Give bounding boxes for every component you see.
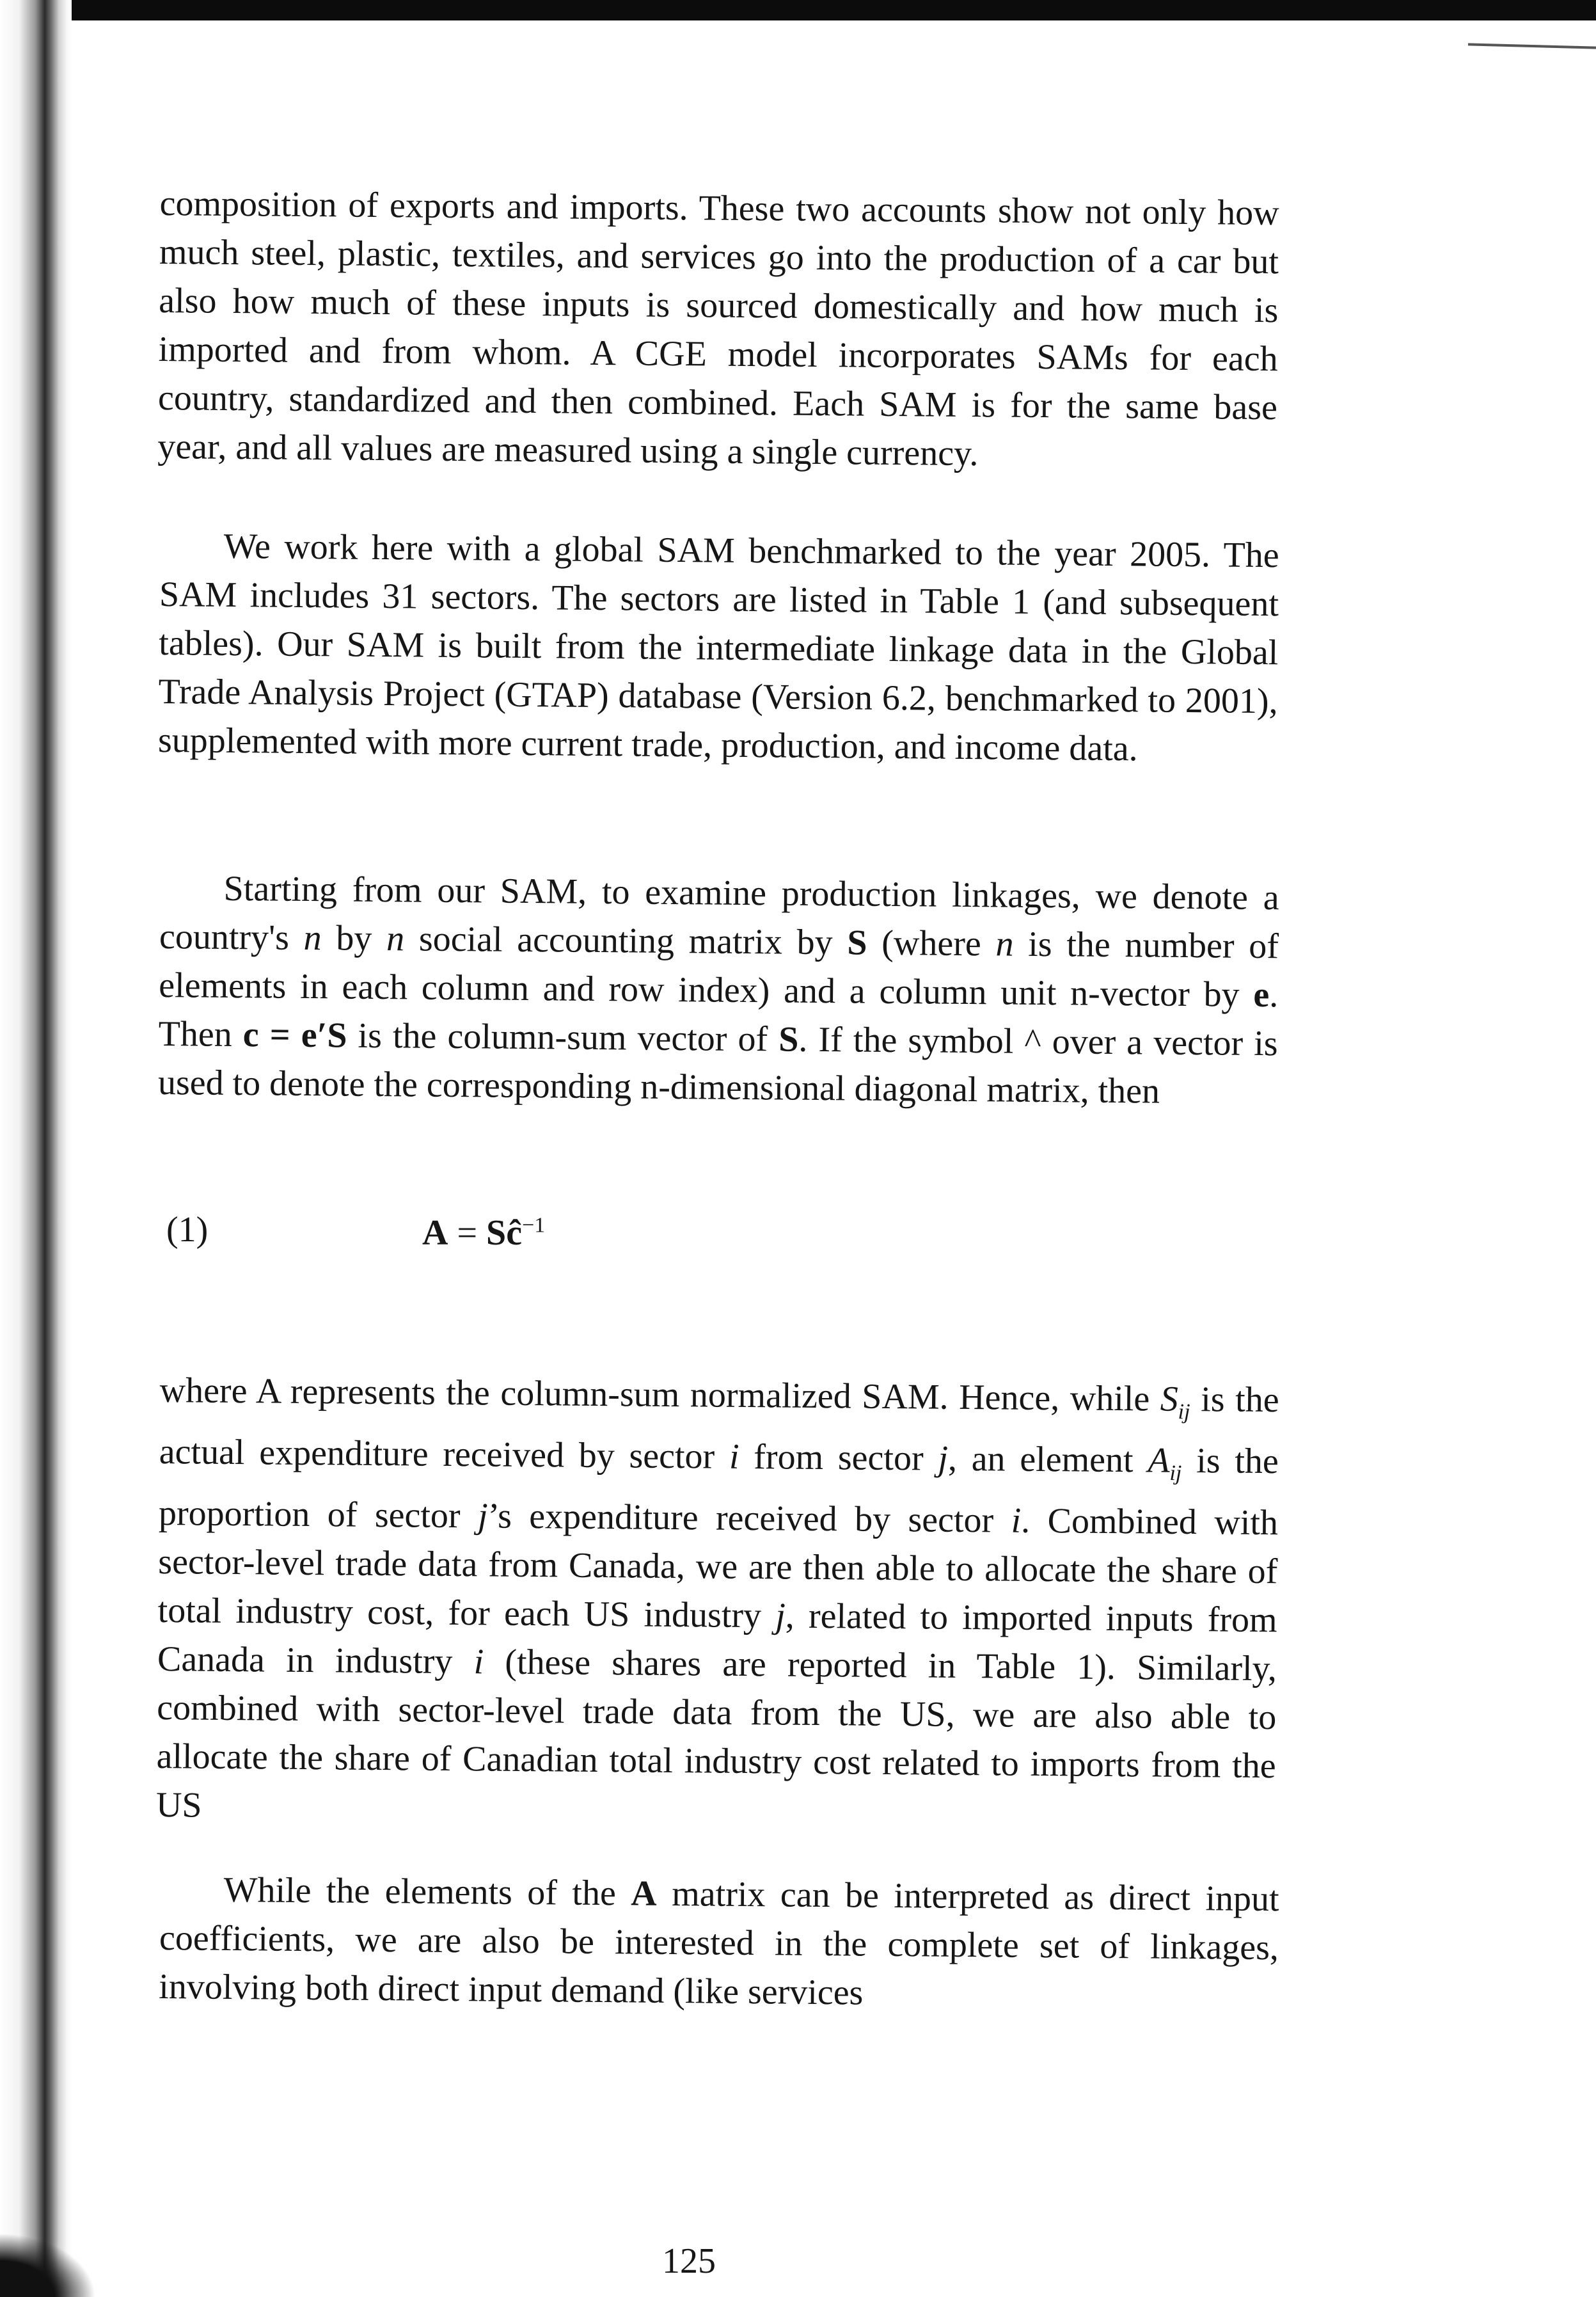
text-run: (where (867, 923, 996, 964)
math-j: j (938, 1438, 949, 1479)
equation-1 (422, 1212, 545, 1253)
equation-exponent: −1 (522, 1213, 546, 1237)
text-run: , an element (947, 1438, 1148, 1481)
inline-formula: c = e′S (242, 1015, 347, 1056)
paragraph-1: composition of exports and imports. These two accounts show not only how much steel, plastic, textiles, and services go into the production of a car but also how much of these inputs is sourced domestically and how much is imported and from whom. A CGE model incorporates SAMs for each country, standardized and then combined. Each SAM is for the same base year, and all values are measured using a single currency. (157, 183, 1279, 474)
text-run: . If the symbol ^ over a vector is used to denote the corresponding n-dimensional diagonal matrix, then (157, 1019, 1278, 1111)
math-S: S (847, 923, 867, 963)
equation-lhs: A (422, 1213, 448, 1253)
text-run: , related to imported inputs from Canada in industry (157, 1596, 1277, 1682)
text-run: . Then (158, 975, 1279, 1055)
text-run: While the elements of the (223, 1870, 631, 1914)
math-S-ij: S (1160, 1379, 1179, 1419)
equation-number: (1) (166, 1210, 209, 1250)
text-run: is the column-sum vector of (347, 1015, 779, 1060)
subscript-ij: ij (1178, 1400, 1190, 1424)
math-j: j (477, 1496, 488, 1536)
subscript-ij: ij (1169, 1461, 1182, 1486)
text-run: from sector (739, 1437, 938, 1479)
math-n: n (995, 924, 1014, 964)
text-run: is the actual expenditure received by sector (159, 1379, 1279, 1477)
page-curl-shadow (0, 2233, 96, 2297)
paragraph-3 (158, 864, 1279, 1117)
book-page (155, 179, 1286, 2281)
math-j: j (775, 1596, 786, 1636)
book-binding-shadow (0, 0, 72, 2297)
text-run: ’s expenditure received by sector (487, 1496, 1011, 1541)
text-run: social accounting matrix by (404, 919, 848, 963)
math-n: n (386, 919, 405, 959)
text-run: by (321, 918, 387, 959)
paragraph-5 (159, 1865, 1279, 2021)
text-run: (these shares are reported in Table 1). Similarly, combined with sector-level trade data from the US, we are also able to allocate the share of Canadian total industry cost related to imports from the US (155, 1642, 1277, 1825)
text-run: matrix can be interpreted as direct input coefficients, we are also be interested in the complete set of linkages, involving both direct input demand (like services (159, 1873, 1279, 2013)
equation-c-hat: ĉ (506, 1213, 523, 1253)
text-run: Starting from our SAM, to examine production linkages, we denote a country's (159, 868, 1279, 958)
page-number: 125 (662, 2241, 716, 2281)
text-run: is the proportion of sector (158, 1441, 1279, 1536)
text-run: is the number of elements in each column and row index) and a column unit n-vector by (159, 924, 1279, 1015)
math-n: n (303, 918, 322, 958)
math-e: e (1253, 974, 1270, 1015)
math-A-ij: A (1148, 1440, 1170, 1481)
text-run: . Combined with sector-level trade data from Canada, we are then able to allocate the share of total industry cost, for each US industry (157, 1501, 1279, 1636)
math-S: S (778, 1019, 799, 1060)
paragraph-2: We work here with a global SAM benchmarked to the year 2005. The SAM includes 31 sectors. The sectors are listed in Table 1 (and subsequent tables). Our SAM is built from the intermediate linkage data in the Global Trade Analysis Project (GTAP) database (Version 6.2, benchmarked to 2001), supplemented with more current trade, production, and income data. (157, 526, 1279, 769)
text-run: where A represents the column-sum normalized SAM. Hence, while (159, 1370, 1161, 1419)
paragraph-4 (156, 1366, 1279, 1840)
equals-sign: = (448, 1213, 487, 1253)
math-i: i (729, 1436, 739, 1477)
equation-S: S (486, 1213, 507, 1253)
math-i: i (473, 1642, 484, 1682)
scan-top-border (0, 0, 1596, 20)
math-i: i (1011, 1500, 1022, 1541)
scan-edge-mark (1468, 43, 1596, 49)
math-A: A (631, 1873, 658, 1914)
